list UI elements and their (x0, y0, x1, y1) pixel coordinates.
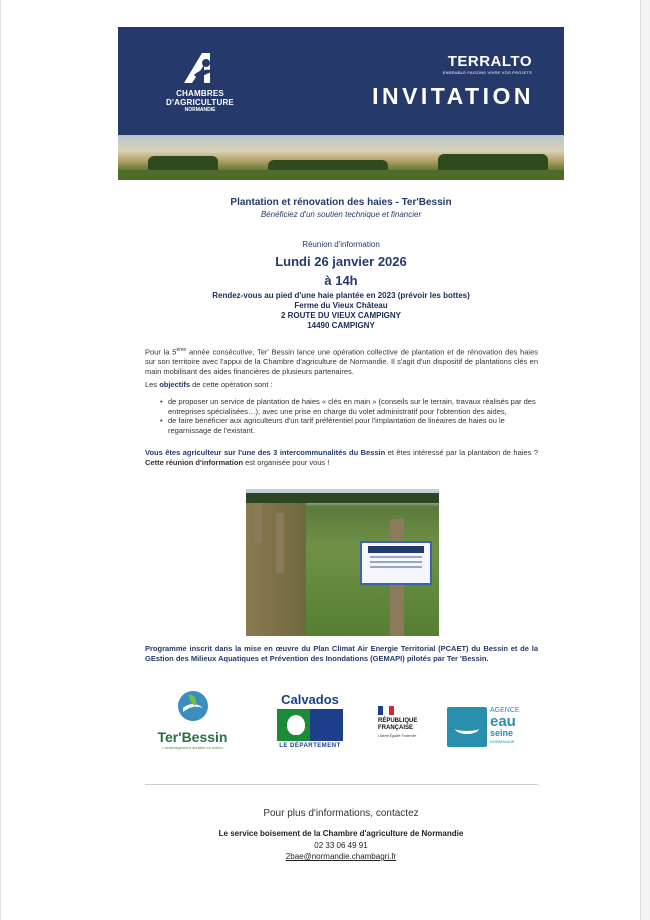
event-time: à 14h (324, 273, 358, 288)
venue-name: Ferme du Vieux Château (294, 301, 388, 310)
meeting-type: Réunion d'information (302, 240, 380, 249)
sign-line (370, 556, 422, 558)
invitation-heading: INVITATION (372, 83, 534, 109)
sea-icon (310, 709, 343, 741)
objectives-intro (145, 380, 538, 390)
event-title: Plantation et rénovation des haies - Ter'Bessin (230, 197, 452, 208)
audience-text-a: et êtes intéressé par la plantation de haies ? (385, 448, 539, 457)
fence-post (254, 503, 262, 543)
contact-email-link[interactable]: 2bae@normandie.chambagri.fr (285, 852, 397, 861)
divider (145, 784, 538, 785)
chambres-agriculture-emblem-icon (180, 49, 220, 87)
republique-francaise-logo (378, 706, 428, 738)
aesn-wordmark (490, 707, 520, 747)
republique-line-1: RÉPUBLIQUE (378, 718, 418, 724)
contact-service: Le service boisement de la Chambre d'agriculture de Normandie (218, 829, 464, 838)
terralto-tagline: ENSEMBLE FAISONS VIVRE VOS PROJETS (442, 70, 532, 75)
objectives-list (160, 397, 538, 435)
header-banner (118, 27, 564, 180)
republique-line-2: FRANÇAISE (378, 725, 414, 731)
audience-bold: Cette réunion d'information (145, 457, 244, 467)
org-region: NORMANDIE (184, 107, 216, 113)
tree-line (438, 154, 548, 170)
aesn-region: NORMANDIE (490, 739, 515, 744)
program-statement: Programme inscrit dans la mise en œuvre du Plan Climat Air Energie Territorial (PCAET) du Bessin et de la GEstion des Milieux Aquatiques et Prévention des Inondations (GEMAPI) pilotés par Ter 'Bessin. (145, 644, 538, 663)
list-item: • de faire bénéficier aux agriculteurs d'un tarif préférentiel pour l'implantation de linéaires de haies ou le regarnissage de l'existant. (160, 416, 538, 435)
intro-superscript: ème (176, 347, 187, 353)
intro-paragraph (145, 346, 538, 376)
water-agency-emblem-icon (447, 707, 487, 747)
calvados-name: Calvados (281, 692, 339, 707)
banner-navy-panel (118, 27, 564, 135)
contact-heading: Pour plus d'informations, contactez (263, 808, 419, 819)
event-subtitle: Bénéficiez d'un soutien technique et financier (260, 210, 422, 219)
calvados-logo (274, 692, 346, 749)
venue-block (118, 291, 564, 331)
fence-post (276, 513, 284, 573)
meeting-point: Rendez-vous au pied d'une haie plantée en 2023 (prévoir les bottes) (212, 291, 470, 300)
venue-address: 2 ROUTE DU VIEUX CAMPIGNY (280, 311, 401, 320)
project-sign (360, 541, 432, 585)
org-line-2: D'AGRICULTURE (166, 98, 234, 107)
org-line-1: CHAMBRES (176, 89, 224, 98)
terralto-name: TERRALTO (447, 53, 532, 70)
french-flag-icon (378, 706, 394, 715)
objectives-text-b: de cette opération sont : (190, 380, 273, 389)
sign-line (370, 566, 422, 568)
aesn-agence: AGENCE (490, 707, 520, 714)
aesn-seine: seine (490, 728, 514, 738)
list-item: • de proposer un service de plantation de haies « clés en main » (conseils sur le terrain, travaux réalisés par des entreprises spécialisées…), avec une prise en charge du volet administratif pour l'obtention des aides, (160, 397, 538, 416)
intro-text-a: Pour la 5 (145, 347, 177, 357)
apple-icon (287, 715, 305, 735)
contact-phone: 02 33 06 49 91 (314, 841, 368, 850)
scrollbar[interactable] (640, 0, 650, 920)
audience-text-b: est organisée pour vous ! (243, 457, 330, 467)
chambres-agriculture-logo (160, 49, 240, 114)
intro-text-b: année consécutive, Ter' Bessin lance une opération collective de plantation et de rénovation des haies sur son territoire avec l'appui de la Chambre d'agriculture de Normandie. Il s'agit d'un dispositif de plantations clés en main mobilisant des aides financières de plusieurs partenaires. (145, 347, 538, 376)
terbessin-emblem-icon (177, 690, 209, 722)
republique-motto: Liberté Égalité Fraternité (378, 734, 417, 738)
sign-line (370, 561, 422, 563)
field (118, 170, 564, 180)
sign-header (368, 546, 424, 553)
audience-paragraph (145, 448, 538, 467)
terbessin-tagline: L'aménagement durable en action (162, 745, 223, 750)
venue-city: 14490 CAMPIGNY (307, 321, 375, 330)
landscape-photo (118, 135, 564, 180)
objectives-keyword: objectifs (159, 380, 191, 389)
calvados-emblem-icon (277, 709, 343, 741)
objectives-text-a: Les (145, 380, 160, 389)
photo-tree-line (246, 493, 439, 503)
hedge-photo (246, 489, 439, 636)
tree-line (148, 156, 218, 170)
agence-eau-seine-logo (447, 707, 529, 747)
calvados-department: LE DÉPARTEMENT (279, 743, 341, 749)
event-date: Lundi 26 janvier 2026 (275, 254, 407, 269)
tree-line (268, 160, 388, 170)
aesn-eau: eau (490, 713, 516, 730)
terralto-logo (443, 53, 532, 75)
audience-highlight: Vous êtes agriculteur sur l'une des 3 intercommunalités du Bessin (145, 448, 386, 457)
terbessin-name: Ter'Bessin (157, 729, 228, 745)
terbessin-logo (150, 690, 235, 750)
